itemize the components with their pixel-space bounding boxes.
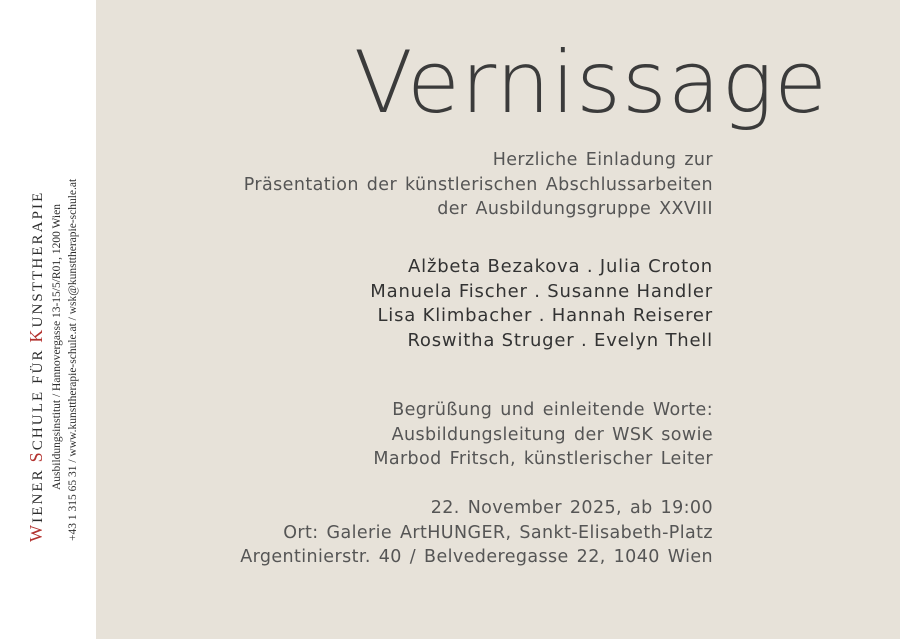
intro-line: Herzliche Einladung zur [492,150,713,170]
invitation-panel [96,0,900,639]
school-initial-k: K [26,327,46,343]
artist-pair: Roswitha Struger . Evelyn Thell [407,329,713,351]
page-title: Vernissage [353,33,828,133]
artist-pair: Alžbeta Bezakova . Julia Croton [408,256,713,277]
school-initial-s: S [26,450,46,463]
school-name [26,191,47,542]
contact-line: +43 1 315 65 31 / www.kunsttherapie-schule.at / wsk@kunsttherapie-schule.at [67,178,79,541]
address-line: Ausbildungsinstitut / Hannovergasse 13-15/5/R01, 1200 Wien [51,204,63,490]
school-word-2 [26,342,46,463]
greeting-line: Begrüßung und einleitende Worte: [392,400,713,420]
school-word-1 [26,462,46,542]
artist-pair: Manuela Fischer . Susanne Handler [370,280,713,302]
school-word-3 [26,190,46,343]
event-location: Ort: Galerie ArtHUNGER, Sankt-Elisabeth-Platz [283,522,713,543]
artist-pair: Lisa Klimbacher . Hannah Reiserer [377,305,713,326]
event-address: Argentinierstr. 40 / Belvederegasse 22, 1040 Wien [240,547,713,567]
sidebar [0,0,96,639]
school-word-3-rest: UNSTTHERAPIE [30,190,46,328]
greeting-text [373,398,713,472]
school-initial-w: W [26,522,46,542]
event-details [240,496,713,570]
intro-line: Präsentation der künstlerischen Abschlussarbeiten [243,174,713,195]
greeting-line: Ausbildungsleitung der WSK sowie [391,424,713,445]
artist-list [370,255,713,353]
greeting-line: Marbod Fritsch, künstlerischer Leiter [373,449,713,469]
school-word-1-rest: IENER [30,462,46,523]
intro-line: der Ausbildungsgruppe XXVIII [437,199,713,219]
intro-text [244,148,713,222]
school-word-2-rest: CHULE FÜR [30,342,46,451]
event-date: 22. November 2025, ab 19:00 [430,498,713,518]
